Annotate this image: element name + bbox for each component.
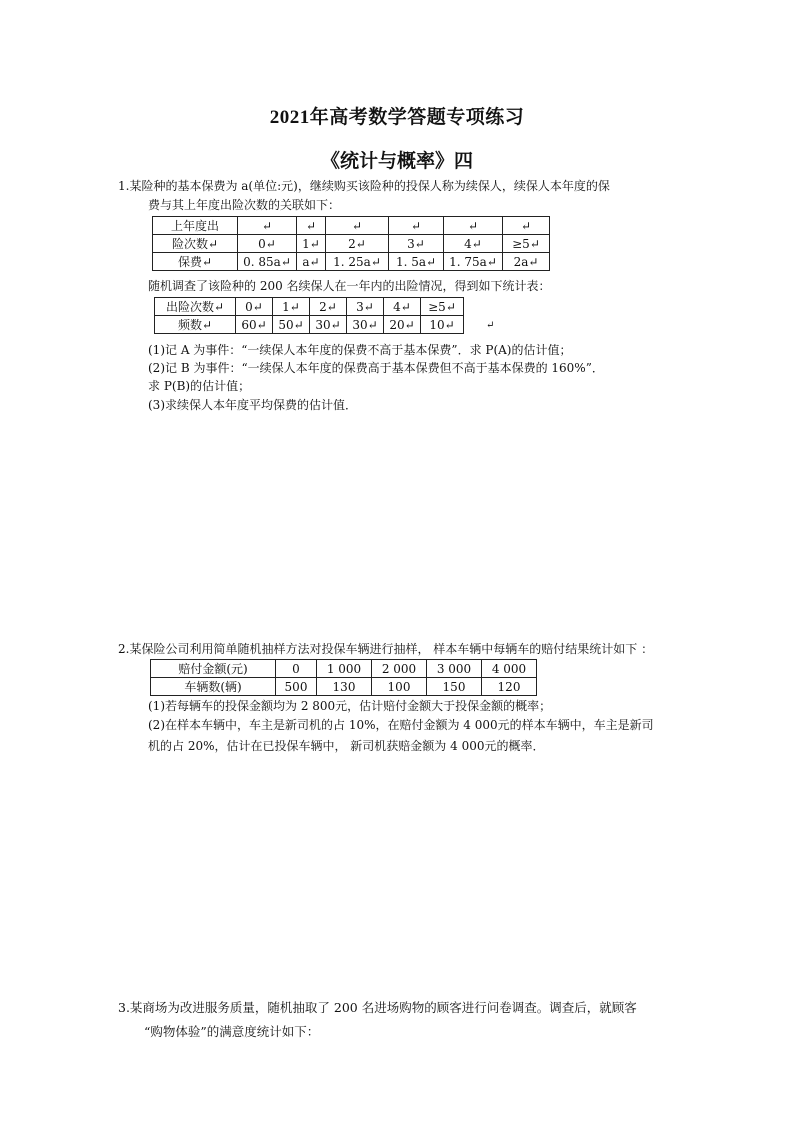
table-cell: 100	[372, 678, 427, 696]
table-cell: 50↵	[273, 316, 310, 334]
table-cell: 120	[482, 678, 537, 696]
table-cell: 2↵	[310, 298, 347, 316]
q1-premium-table	[152, 216, 550, 271]
table-cell: 1. 25a↵	[326, 253, 389, 271]
q1-part2a: (2)记 B 为事件：“一续保人本年度的保费高于基本保费但不高于基本保费的 160%”．	[148, 361, 604, 375]
q1-table2-end-mark: ↵	[486, 320, 495, 331]
table-cell: 2↵	[326, 235, 389, 253]
table-cell: ↵	[238, 217, 297, 235]
table-cell: 4 000	[482, 660, 537, 678]
table-row	[155, 316, 464, 334]
table-cell: 10↵	[421, 316, 464, 334]
table-cell: 1. 75a↵	[444, 253, 503, 271]
table-cell: 60↵	[236, 316, 273, 334]
q3-line2: “购物体验”的满意度统计如下：	[144, 1024, 320, 1039]
q2-intro: 2.某保险公司利用简单随机抽样方法对投保车辆进行抽样， 样本车辆中每辆车的赔付结果统计如下 ：	[118, 642, 654, 656]
table-row	[153, 235, 550, 253]
q2-part2a: (2)在样本车辆中，车主是新司机的占 10%，在赔付金额为 4 000元的样本车辆中，车主是新司	[148, 718, 654, 732]
table-cell: 2 000	[372, 660, 427, 678]
q1-part3: (3)求续保人本年度平均保费的估计值．	[148, 398, 357, 412]
table-cell: ↵	[389, 217, 444, 235]
table-cell: 1↵	[297, 235, 326, 253]
q1-survey-line: 随机调查了该险种的 200 名续保人在一年内的出险情况，得到如下统计表：	[148, 279, 551, 293]
table-cell: 30↵	[347, 316, 384, 334]
table-cell: 3↵	[347, 298, 384, 316]
table-cell: ↵	[297, 217, 326, 235]
table-cell: 0	[276, 660, 317, 678]
page-subtitle: 《统计与概率》四	[320, 151, 473, 172]
table-cell: ↵	[503, 217, 550, 235]
table-cell: 1↵	[273, 298, 310, 316]
table-row	[151, 678, 537, 696]
table-row	[153, 217, 550, 235]
table-cell: 保费↵	[153, 253, 238, 271]
table-cell: 500	[276, 678, 317, 696]
table-cell: 30↵	[310, 316, 347, 334]
table-cell: 0↵	[238, 235, 297, 253]
table-cell: 20↵	[384, 316, 421, 334]
table-cell: ↵	[326, 217, 389, 235]
q2-claims-table	[150, 659, 537, 696]
table-cell: 险次数↵	[153, 235, 238, 253]
table-cell: 4↵	[384, 298, 421, 316]
table-row	[151, 660, 537, 678]
q3-line1: 3.某商场为改进服务质量，随机抽取了 200 名进场购物的顾客进行问卷调查。调查后，就顾客	[118, 1000, 637, 1015]
table-cell: 上年度出	[153, 217, 238, 235]
q2-part2b: 机的占 20%，估计在已投保车辆中， 新司机获赔金额为 4 000元的概率．	[148, 739, 545, 753]
q1-frequency-table	[154, 297, 464, 334]
table-cell: ≥5↵	[503, 235, 550, 253]
table-row	[153, 253, 550, 271]
q1-part1: (1)记 A 为事件：“一续保人本年度的保费不高于基本保费”．求 P(A)的估计值；	[148, 343, 572, 357]
table-row	[155, 298, 464, 316]
table-cell: 2a↵	[503, 253, 550, 271]
table-cell: 3↵	[389, 235, 444, 253]
table-cell: 频数↵	[155, 316, 236, 334]
table-cell: 150	[427, 678, 482, 696]
table-cell: 4↵	[444, 235, 503, 253]
table-cell: 0. 85a↵	[238, 253, 297, 271]
q1-intro-line2: 费与其上年度出险次数的关联如下：	[148, 198, 341, 212]
page-title: 2021年高考数学答题专项练习	[269, 107, 525, 128]
table-cell: 出险次数↵	[155, 298, 236, 316]
table-cell: ≥5↵	[421, 298, 464, 316]
table-cell: 130	[317, 678, 372, 696]
table-cell: 车辆数(辆)	[151, 678, 276, 696]
table-cell: 赔付金额(元)	[151, 660, 276, 678]
table-cell: 3 000	[427, 660, 482, 678]
q1-intro-line1: 1.某险种的基本保费为 a(单位:元)，继续购买该险种的投保人称为续保人，续保人本年度的保	[118, 179, 610, 193]
table-cell: a↵	[297, 253, 326, 271]
q2-part1: (1)若每辆车的投保金额均为 2 800元，估计赔付金额大于投保金额的概率；	[148, 699, 552, 713]
table-cell: 1. 5a↵	[389, 253, 444, 271]
table-cell: 1 000	[317, 660, 372, 678]
table-cell: ↵	[444, 217, 503, 235]
q1-part2b: 求 P(B)的估计值；	[148, 379, 251, 393]
table-cell: 0↵	[236, 298, 273, 316]
